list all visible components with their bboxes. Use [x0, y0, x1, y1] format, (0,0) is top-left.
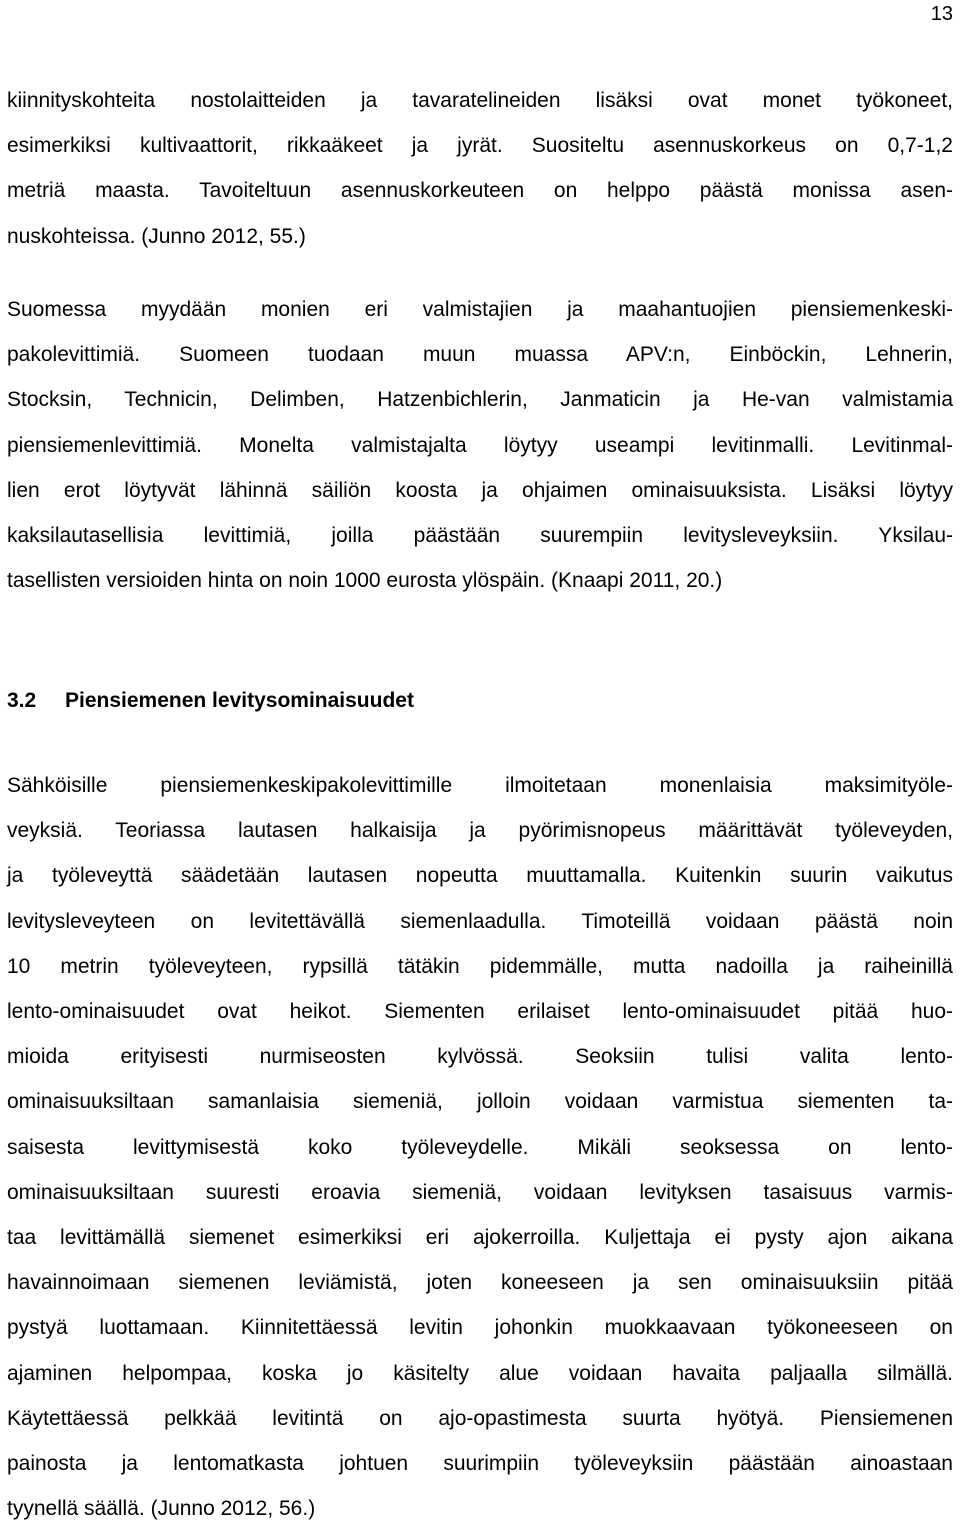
text-line: nuskohteissa. (Junno 2012, 55.): [7, 224, 306, 248]
text-line: levitysleveyteen on levitettävällä siemenlaadulla. Timoteillä voidaan päästä noin: [7, 909, 953, 933]
text-line: lien erot löytyvät lähinnä säiliön koosta ja ohjaimen ominaisuuksista. Lisäksi löytyy: [7, 478, 953, 502]
text-line: 10 metrin työleveyteen, rypsillä tätäkin pidemmälle, mutta nadoilla ja raiheinillä: [7, 954, 953, 978]
text-line: taa levittämällä siemenet esimerkiksi eri ajokerroilla. Kuljettaja ei pysty ajon aikana: [7, 1226, 953, 1250]
text-line: veyksiä. Teoriassa lautasen halkaisija ja pyörimisnopeus määrittävät työleveyden,: [7, 819, 953, 843]
text-line: Stocksin, Technicin, Delimben, Hatzenbichlerin, Janmaticin ja He-van valmistamia: [7, 388, 953, 412]
text-line: ominaisuuksiltaan suuresti eroavia siemeniä, voidaan levityksen tasaisuus varmis-: [7, 1180, 953, 1204]
text-line: kiinnityskohteita nostolaitteiden ja tavaratelineiden lisäksi ovat monet työkoneet,: [7, 89, 953, 112]
paragraph-3: [7, 763, 953, 1531]
section-title: Piensiemenen levitysominaisuudet: [65, 689, 414, 712]
text-line: esimerkiksi kultivaattorit, rikkaäkeet ja jyrät. Suositeltu asennuskorkeus on 0,7-1,2: [7, 134, 953, 158]
text-line: saisesta levittymisestä koko työleveydelle. Mikäli seoksessa on lento-: [7, 1135, 953, 1159]
text-line: Sähköisille piensiemenkeskipakolevittimille ilmoitetaan monenlaisia maksimityöle-: [7, 774, 953, 797]
text-line: tyynellä säällä. (Junno 2012, 56.): [7, 1497, 316, 1521]
text-line: ajaminen helpompaa, koska jo käsitelty alue voidaan havaita paljaalla silmällä.: [7, 1361, 953, 1385]
text-line: ominaisuuksiltaan samanlaisia siemeniä, jolloin voidaan varmistua siementen ta-: [7, 1090, 953, 1114]
page-number: 13: [930, 3, 953, 25]
text-line: havainnoimaan siemenen leviämistä, joten koneeseen ja sen ominaisuuksiin pitää: [7, 1271, 953, 1295]
text-line: piensiemenlevittimiä. Monelta valmistajalta löytyy useampi levitinmalli. Levitinmal-: [7, 433, 953, 457]
paragraph-2: [7, 287, 953, 603]
section-heading: [7, 683, 414, 719]
section-number: 3.2: [7, 689, 37, 712]
paragraph-1: [7, 78, 953, 259]
text-line: Suomessa myydään monien eri valmistajien ja maahantuojien piensiemenkeski-: [7, 298, 953, 321]
text-line: mioida erityisesti nurmiseosten kylvössä. Seoksiin tulisi valita lento-: [7, 1045, 953, 1069]
text-line: tasellisten versioiden hinta on noin 1000 eurosta ylöspäin. (Knaapi 2011, 20.): [7, 569, 723, 593]
text-line: pystyä luottamaan. Kiinnitettäessä levitin johonkin muokkaavaan työkoneeseen on: [7, 1316, 953, 1340]
text-line: Käytettäessä pelkkää levitintä on ajo-opastimesta suurta hyötyä. Piensiemenen: [7, 1406, 953, 1430]
text-line: kaksilautasellisia levittimiä, joilla päästään suurempiin levitysleveyksiin. Yksilau-: [7, 524, 953, 548]
text-line: lento-ominaisuudet ovat heikot. Siementen erilaiset lento-ominaisuudet pitää huo-: [7, 1000, 953, 1024]
text-line: painosta ja lentomatkasta johtuen suurimpiin työleveyksiin päästään ainoastaan: [7, 1452, 953, 1476]
text-line: metriä maasta. Tavoiteltuun asennuskorkeuteen on helppo päästä monissa asen-: [7, 179, 953, 203]
text-line: pakolevittimiä. Suomeen tuodaan muun muassa APV:n, Einböckin, Lehnerin,: [7, 343, 953, 367]
text-line: ja työleveyttä säädetään lautasen nopeutta muuttamalla. Kuitenkin suurin vaikutus: [7, 864, 953, 888]
